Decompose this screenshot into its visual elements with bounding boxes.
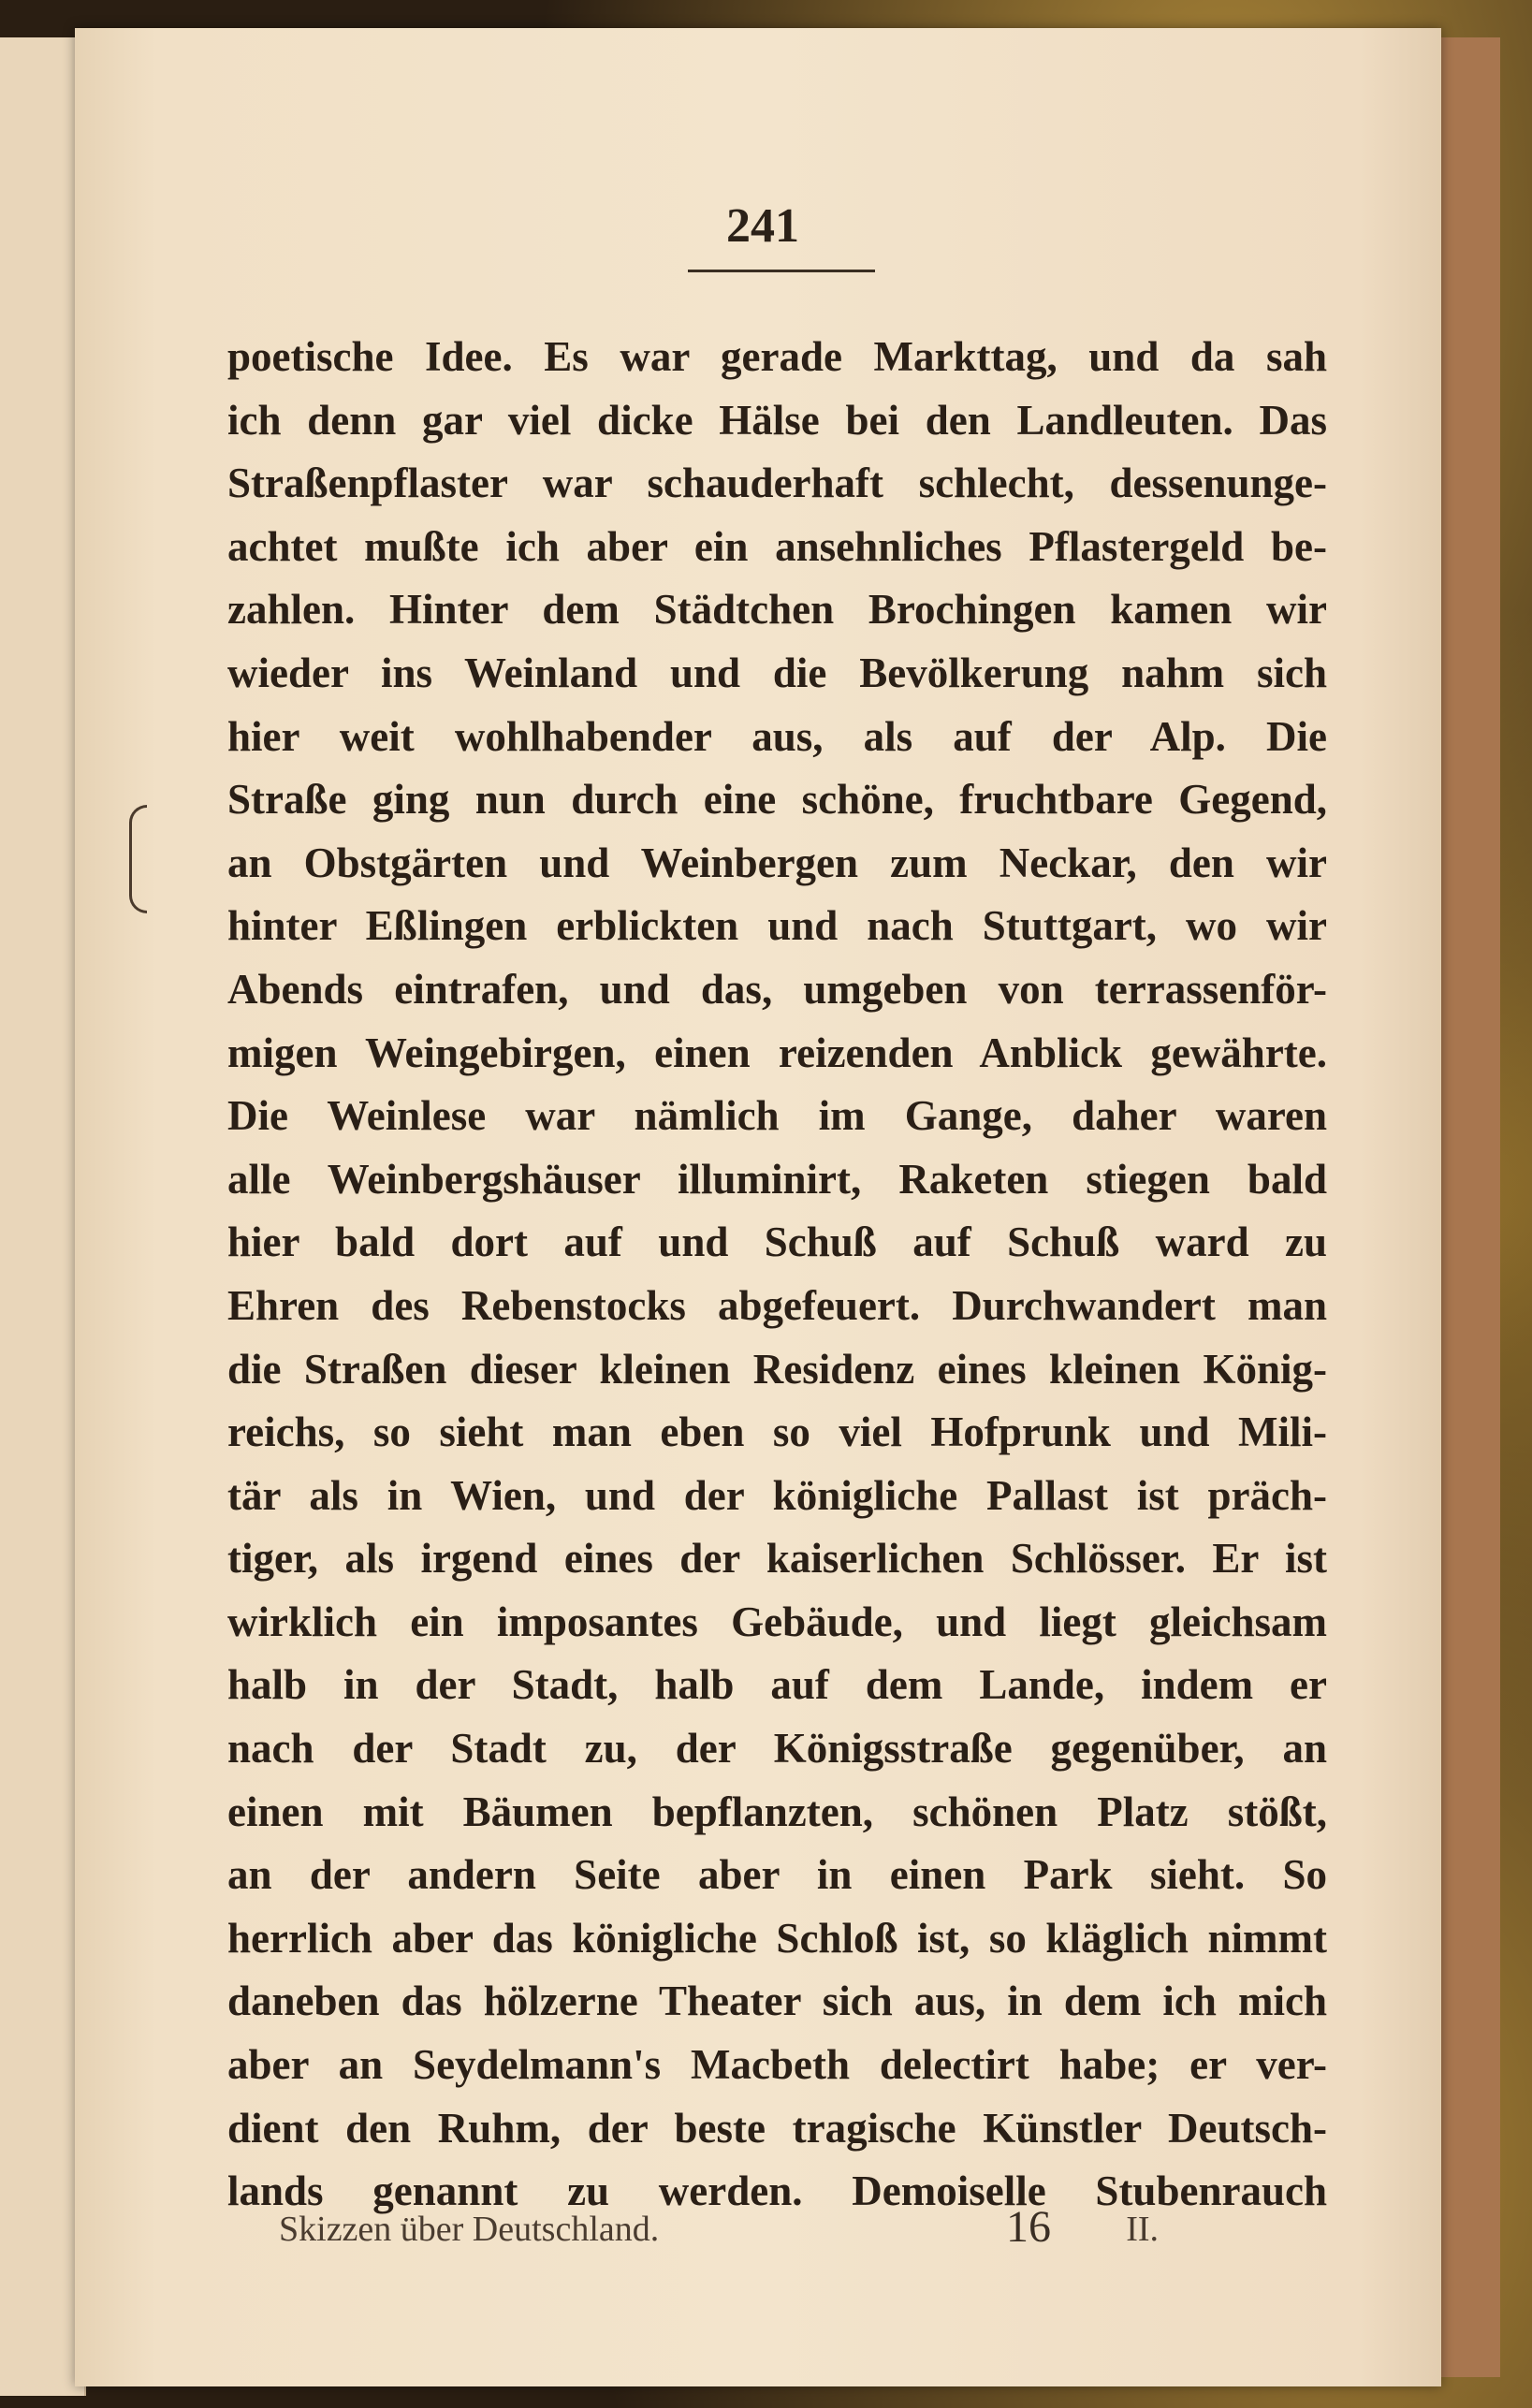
text-line: hinter Eßlingen erblickten und nach Stuttgart, wo wir bbox=[227, 902, 1327, 950]
pencil-margin-mark bbox=[129, 805, 147, 913]
text-line: an der andern Seite aber in einen Park sieht. So bbox=[227, 1851, 1327, 1899]
text-line: hier bald dort auf und Schuß auf Schuß ward zu bbox=[227, 1219, 1327, 1266]
text-line: poetische Idee. Es war gerade Markttag, und da sah bbox=[227, 333, 1327, 380]
text-line: wieder ins Weinland und die Bevölkerung nahm sich bbox=[227, 649, 1327, 696]
text-line: reichs, so sieht man eben so viel Hofprunk und Mili- bbox=[227, 1408, 1327, 1456]
text-line: Abends eintrafen, und das, umgeben von terrassenför- bbox=[227, 965, 1327, 1013]
text-line: einen mit Bäumen bepflanzten, schönen Platz stößt, bbox=[227, 1788, 1327, 1835]
book-page bbox=[75, 28, 1441, 2386]
text-line: Straßenpflaster war schauderhaft schlecht, dessenunge- bbox=[227, 460, 1327, 507]
text-line: herrlich aber das königliche Schloß ist, so kläglich nimmt bbox=[227, 1914, 1327, 1962]
header-rule bbox=[688, 270, 875, 272]
text-line: tiger, als irgend eines der kaiserlichen Schlösser. Er ist bbox=[227, 1535, 1327, 1583]
signature-mark: 16 bbox=[1006, 2202, 1051, 2252]
text-line: zahlen. Hinter dem Städtchen Brochingen kamen wir bbox=[227, 586, 1327, 634]
text-line: aber an Seydelmann's Macbeth delectirt habe; er ver- bbox=[227, 2041, 1327, 2089]
text-line: hier weit wohlhabender aus, als auf der Alp. Die bbox=[227, 712, 1327, 760]
footer-volume: II. bbox=[1126, 2210, 1159, 2249]
text-line: daneben das hölzerne Theater sich aus, in dem ich mich bbox=[227, 1977, 1327, 2025]
text-line: alle Weinbergshäuser illuminirt, Raketen stiegen bald bbox=[227, 1155, 1327, 1203]
body-text bbox=[227, 326, 1327, 2224]
facing-page-edge bbox=[0, 37, 86, 2396]
page-number: 241 bbox=[726, 199, 799, 253]
text-line: die Straßen dieser kleinen Residenz eines kleinen König- bbox=[227, 1345, 1327, 1393]
text-line: lands genannt zu werden. Demoiselle Stubenrauch bbox=[227, 2167, 1327, 2215]
text-line: ich denn gar viel dicke Hälse bei den Landleuten. Das bbox=[227, 396, 1327, 444]
text-line: migen Weingebirgen, einen reizenden Anblick gewährte. bbox=[227, 1029, 1327, 1076]
text-line: an Obstgärten und Weinbergen zum Neckar, den wir bbox=[227, 839, 1327, 886]
text-line: Die Weinlese war nämlich im Gange, daher waren bbox=[227, 1092, 1327, 1140]
text-line: Straße ging nun durch eine schöne, fruchtbare Gegend, bbox=[227, 776, 1327, 824]
text-line: dient den Ruhm, der beste tragische Künstler Deutsch- bbox=[227, 2104, 1327, 2152]
book-board-edge bbox=[1432, 37, 1500, 2377]
text-line: tär als in Wien, und der königliche Pallast ist präch- bbox=[227, 1471, 1327, 1519]
text-line: nach der Stadt zu, der Königsstraße gegenüber, an bbox=[227, 1725, 1327, 1773]
text-line: halb in der Stadt, halb auf dem Lande, indem er bbox=[227, 1661, 1327, 1709]
footer-title: Skizzen über Deutschland. bbox=[279, 2210, 660, 2249]
text-line: wirklich ein imposantes Gebäude, und liegt gleichsam bbox=[227, 1598, 1327, 1645]
text-line: achtet mußte ich aber ein ansehnliches Pflastergeld be- bbox=[227, 522, 1327, 570]
text-line: Ehren des Rebenstocks abgefeuert. Durchwandert man bbox=[227, 1281, 1327, 1329]
